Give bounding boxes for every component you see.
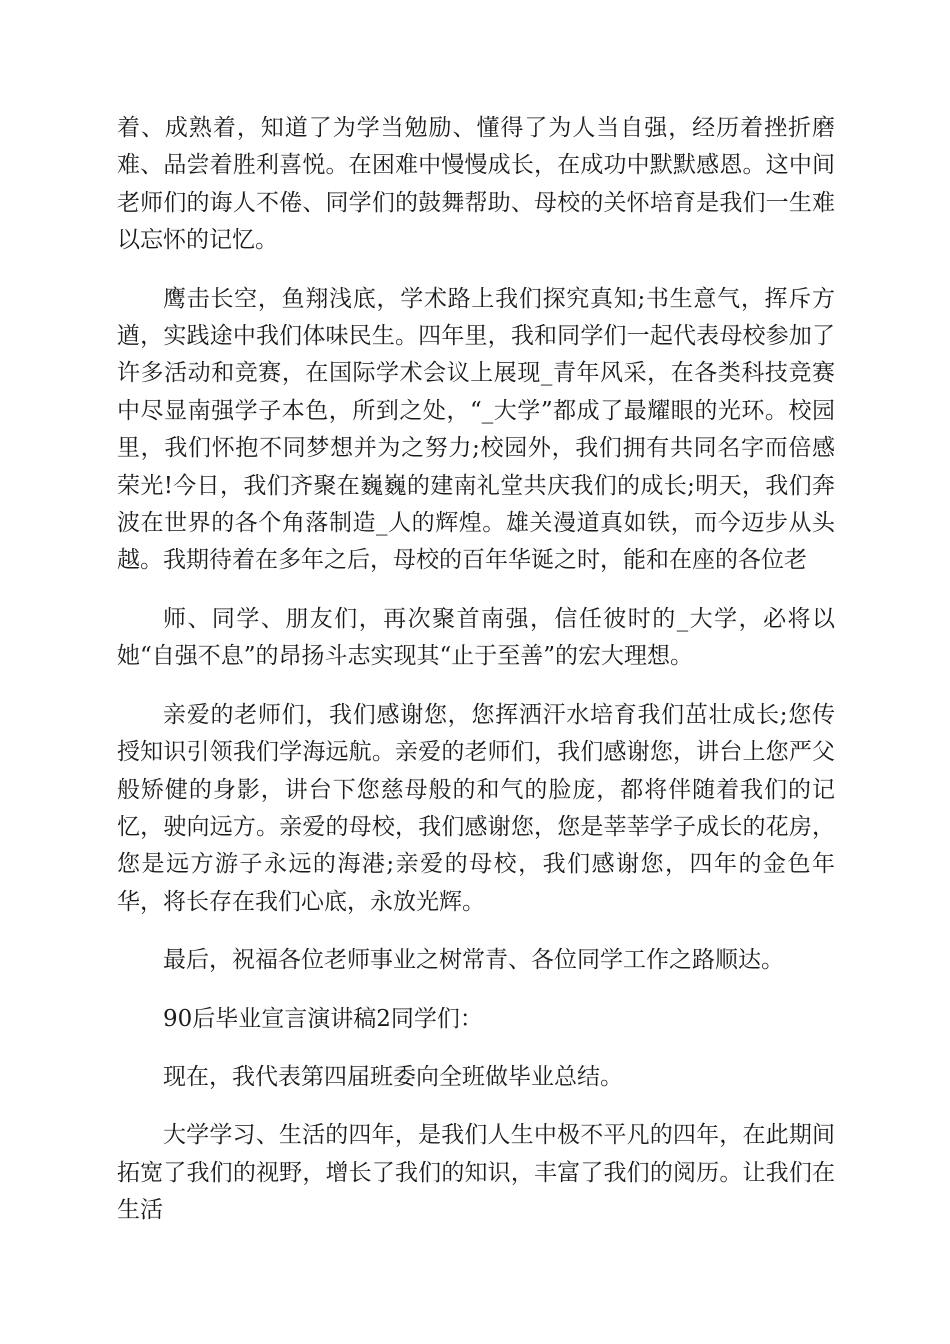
section-heading: 90后毕业宣言演讲稿2同学们： bbox=[163, 1005, 483, 1032]
document-body bbox=[117, 110, 835, 1251]
paragraph-2: 鹰击长空，鱼翔浅底，学术路上我们探究真知;书生意气，挥斥方遒，实践途中我们体味民生。四年里，我和同学们一起代表母校参加了许多活动和竞赛，在国际学术会议上展现_青年风采，在各类科技竞赛中尽显南强学子本色，所到之处，“_大学”都成了最耀眼的光环。校园里，我们怀抱不同梦想并为之努力;校园外，我们拥有共同名字而倍感荣光!今日，我们齐聚在巍巍的建南礼堂共庆我们的成长;明天，我们奔波在世界的各个角落制造_人的辉煌。雄关漫道真如铁，而今迈步从头越。我期待着在多年之后，母校的百年华诞之时，能和在座的各位老 bbox=[117, 285, 835, 574]
paragraph-4: 亲爱的老师们，我们感谢您，您挥洒汗水培育我们茁壮成长;您传授知识引领我们学海远航。亲爱的老师们，我们感谢您，讲台上您严父般矫健的身影，讲台下您慈母般的和气的脸庞，都将伴随着我们的记忆，驶向远方。亲爱的母校，我们感谢您，您是莘莘学子成长的花房，您是远方游子永远的海港;亲爱的母校，我们感谢您，四年的金色年华，将长存在我们心底，永放光辉。 bbox=[117, 701, 835, 915]
paragraph-3: 师、同学、朋友们，再次聚首南强，信任彼时的_大学，必将以她“自强不息”的昂扬斗志实现其“止于至善”的宏大理想。 bbox=[117, 605, 835, 670]
paragraph-7: 现在，我代表第四届班委向全班做毕业总结。 bbox=[163, 1063, 623, 1090]
paragraph-5: 最后，祝福各位老师事业之树常青、各位同学工作之路顺达。 bbox=[163, 947, 784, 974]
paragraph-1: 着、成熟着，知道了为学当勉励、懂得了为人当自强，经历着挫折磨难、品尝着胜利喜悦。在困难中慢慢成长，在成功中默默感恩。这中间老师们的诲人不倦、同学们的鼓舞帮助、母校的关怀培育是我们一生难以忘怀的记忆。 bbox=[117, 115, 835, 254]
paragraph-8: 大学学习、生活的四年，是我们人生中极不平凡的四年，在此期间拓宽了我们的视野，增长了我们的知识，丰富了我们的阅历。让我们在生活 bbox=[117, 1122, 835, 1224]
